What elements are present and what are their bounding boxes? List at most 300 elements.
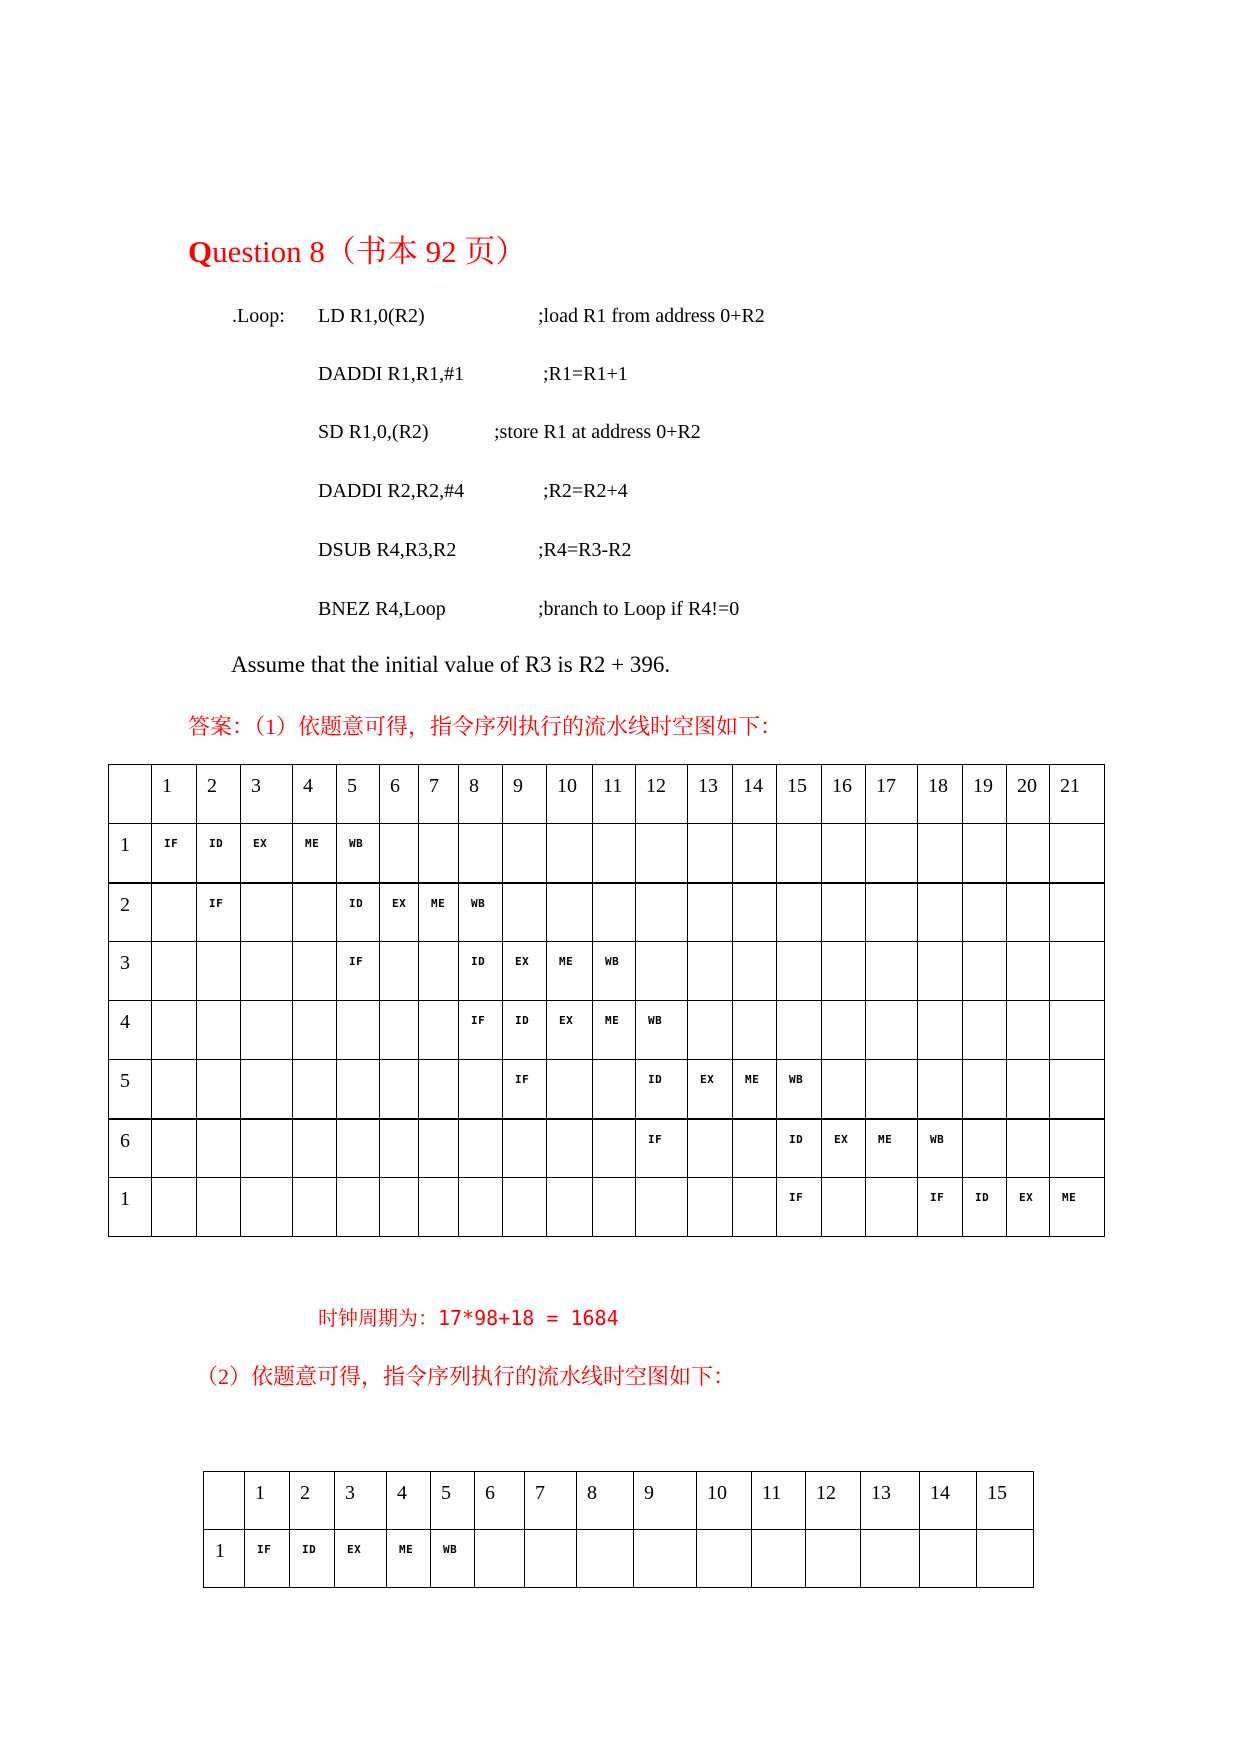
cycle-header-cell (152, 765, 197, 824)
cycle-number: 7 (429, 775, 439, 797)
stage-cell (387, 1530, 431, 1588)
stage-cell (419, 1060, 459, 1119)
stage-cell (197, 1001, 241, 1060)
stage-cell (593, 824, 636, 883)
cycle-header-cell (634, 1472, 697, 1530)
stage-cell (152, 1119, 197, 1178)
stage-cell (419, 1001, 459, 1060)
stage-cell (593, 1178, 636, 1237)
stage-cell (866, 942, 918, 1001)
stage-cell (197, 1060, 241, 1119)
stage-cell (503, 942, 547, 1001)
stage-cell (197, 824, 241, 883)
clock-cycles-text: 时钟周期为：17*98+18 = 1684 (318, 1306, 619, 1330)
stage-cell (733, 1178, 777, 1237)
stage-cell (593, 1001, 636, 1060)
stage-cell (963, 883, 1007, 942)
stage-cell (866, 1119, 918, 1178)
cycle-header-cell (963, 765, 1007, 824)
stage-cell (337, 1178, 380, 1237)
stage-cell (241, 824, 293, 883)
stage-label: ID (349, 896, 364, 910)
cycle-header-cell (525, 1472, 577, 1530)
cycle-number: 10 (557, 775, 577, 797)
stage-cell (459, 1060, 503, 1119)
stage-cell (636, 1060, 688, 1119)
stage-cell (293, 1178, 337, 1237)
code-line-5-instr: DSUB R4,R3,R2 (318, 539, 457, 561)
stage-cell (1007, 1060, 1050, 1119)
stage-cell (688, 1060, 733, 1119)
stage-cell (866, 1001, 918, 1060)
stage-cell (380, 824, 419, 883)
stage-cell (241, 1178, 293, 1237)
cycle-header-cell (920, 1472, 977, 1530)
cycle-number: 18 (928, 775, 948, 797)
stage-cell (459, 883, 503, 942)
stage-cell (688, 883, 733, 942)
stage-cell (547, 942, 593, 1001)
cycle-number: 8 (587, 1482, 597, 1504)
code-line-2-instr: DADDI R1,R1,#1 (318, 363, 465, 385)
stage-label: EX (392, 896, 407, 910)
stage-cell (861, 1530, 920, 1588)
cycle-number: 4 (397, 1482, 407, 1504)
stage-cell (866, 883, 918, 942)
stage-cell (918, 883, 963, 942)
stage-cell (1050, 1001, 1105, 1060)
stage-cell (503, 824, 547, 883)
stage-cell (733, 1119, 777, 1178)
cycle-header-cell (547, 765, 593, 824)
stage-cell (503, 1178, 547, 1237)
page-title: Question 8（书本 92 页） (188, 234, 527, 269)
stage-cell (380, 1060, 419, 1119)
cycle-number: 19 (973, 775, 993, 797)
stage-cell (822, 1178, 866, 1237)
instruction-label-cell (109, 1119, 152, 1178)
cycle-number: 2 (300, 1482, 310, 1504)
stage-cell (822, 942, 866, 1001)
stage-cell (634, 1530, 697, 1588)
stage-cell (241, 1001, 293, 1060)
stage-label: WB (789, 1073, 804, 1086)
cycle-number: 11 (762, 1482, 782, 1504)
corner-cell (204, 1472, 245, 1530)
instruction-number: 6 (120, 1129, 130, 1152)
stage-cell (419, 1178, 459, 1237)
stage-cell (152, 883, 197, 942)
cycle-number: 9 (644, 1482, 654, 1504)
stage-cell (503, 1119, 547, 1178)
stage-cell (241, 1119, 293, 1178)
table-row (109, 883, 1105, 942)
stage-cell (1050, 1060, 1105, 1119)
stage-label: IF (257, 1543, 272, 1556)
cycle-number: 14 (930, 1482, 950, 1504)
cycle-header-cell (197, 765, 241, 824)
cycle-header-cell (387, 1472, 431, 1530)
cycle-header-cell (697, 1472, 752, 1530)
stage-cell (733, 1001, 777, 1060)
stage-cell (380, 942, 419, 1001)
table-row (109, 1060, 1105, 1119)
stage-cell (918, 1119, 963, 1178)
table-row (109, 1178, 1105, 1237)
cycle-number: 8 (469, 775, 479, 797)
stage-cell (293, 1119, 337, 1178)
stage-cell (197, 883, 241, 942)
table-row (109, 1001, 1105, 1060)
cycle-number: 3 (345, 1482, 355, 1504)
table-row (109, 824, 1105, 883)
stage-cell (459, 1178, 503, 1237)
cycle-header-cell (777, 765, 822, 824)
stage-cell (963, 1178, 1007, 1237)
stage-cell (547, 1119, 593, 1178)
cycle-header-cell (822, 765, 866, 824)
code-line-1-comment: ;load R1 from address 0+R2 (538, 305, 765, 327)
stage-cell (822, 883, 866, 942)
cycle-header-cell (733, 765, 777, 824)
code-line-3-comment: ;store R1 at address 0+R2 (494, 421, 701, 443)
stage-cell (431, 1530, 475, 1588)
cycle-header-cell (977, 1472, 1034, 1530)
cycle-header-cell (245, 1472, 290, 1530)
cycle-number: 11 (603, 775, 623, 797)
stage-cell (1007, 824, 1050, 883)
stage-cell (419, 942, 459, 1001)
cycle-header-cell (1007, 765, 1050, 824)
code-line-2-comment: ;R1=R1+1 (543, 363, 628, 385)
stage-cell (241, 883, 293, 942)
instruction-number: 5 (120, 1070, 130, 1092)
stage-cell (636, 1001, 688, 1060)
pipeline-table-2 (203, 1471, 1034, 1588)
stage-cell (866, 1178, 918, 1237)
cycle-number: 5 (347, 775, 357, 797)
stage-cell (459, 942, 503, 1001)
stage-cell (197, 1119, 241, 1178)
stage-cell (593, 883, 636, 942)
stage-cell (977, 1530, 1034, 1588)
stage-label: ME (1062, 1191, 1077, 1204)
stage-cell (636, 1178, 688, 1237)
stage-label: ME (605, 1014, 620, 1027)
stage-cell (337, 1060, 380, 1119)
instruction-label-cell (109, 824, 152, 883)
stage-label: EX (834, 1132, 849, 1146)
cycle-header-cell (293, 765, 337, 824)
stage-label: ME (878, 1132, 893, 1146)
stage-cell (688, 942, 733, 1001)
stage-cell (777, 942, 822, 1001)
instruction-number: 1 (120, 1188, 130, 1210)
stage-label: ID (515, 1014, 530, 1027)
stage-label: WB (471, 896, 486, 910)
cycle-header-cell (380, 765, 419, 824)
cycle-header-cell (419, 765, 459, 824)
stage-cell (1050, 824, 1105, 883)
stage-label: IF (930, 1191, 945, 1204)
stage-cell (241, 942, 293, 1001)
cycle-header-cell (1050, 765, 1105, 824)
stage-cell (380, 1178, 419, 1237)
table-row (204, 1530, 1034, 1588)
stage-label: WB (443, 1543, 458, 1556)
stage-cell (963, 942, 1007, 1001)
instruction-label-cell (109, 883, 152, 942)
stage-label: IF (648, 1132, 663, 1146)
instruction-label-cell (204, 1530, 245, 1588)
stage-cell (335, 1530, 387, 1588)
cycle-header-cell (459, 765, 503, 824)
stage-cell (475, 1530, 525, 1588)
answer-part2-heading: （2）依题意可得，指令序列执行的流水线时空图如下： (196, 1364, 736, 1389)
stage-cell (752, 1530, 806, 1588)
stage-cell (577, 1530, 634, 1588)
stage-cell (337, 883, 380, 942)
cycle-header-cell (688, 765, 733, 824)
stage-cell (197, 942, 241, 1001)
code-line-1-instr: LD R1,0(R2) (318, 305, 425, 327)
stage-cell (963, 1060, 1007, 1119)
stage-cell (733, 1060, 777, 1119)
cycle-header-cell (918, 765, 963, 824)
table2-header-row (204, 1472, 1034, 1530)
instruction-number: 2 (120, 893, 130, 916)
stage-label: WB (349, 837, 364, 850)
cycle-header-cell (241, 765, 293, 824)
stage-cell (866, 824, 918, 883)
cycle-number: 6 (390, 775, 400, 797)
stage-cell (1050, 1178, 1105, 1237)
stage-cell (777, 1060, 822, 1119)
stage-label: ME (745, 1073, 760, 1086)
instruction-number: 3 (120, 952, 130, 974)
cycle-number: 17 (876, 775, 896, 797)
instruction-label-cell (109, 942, 152, 1001)
stage-cell (777, 1001, 822, 1060)
cycle-number: 15 (787, 775, 807, 797)
stage-cell (733, 824, 777, 883)
stage-cell (290, 1530, 335, 1588)
cycle-header-cell (475, 1472, 525, 1530)
stage-cell (337, 1119, 380, 1178)
table-row (109, 1119, 1105, 1178)
table-row (109, 942, 1105, 1001)
cycle-number: 21 (1060, 775, 1080, 797)
stage-cell (1007, 1178, 1050, 1237)
stage-cell (503, 1001, 547, 1060)
cycle-number: 12 (646, 775, 666, 797)
instruction-number: 1 (215, 1540, 225, 1562)
cycle-number: 14 (743, 775, 763, 797)
stage-cell (963, 824, 1007, 883)
stage-label: ME (431, 896, 446, 910)
cycle-header-cell (861, 1472, 920, 1530)
cycle-number: 13 (871, 1482, 891, 1504)
stage-cell (777, 883, 822, 942)
stage-cell (380, 1119, 419, 1178)
stage-cell (152, 824, 197, 883)
stage-cell (525, 1530, 577, 1588)
stage-label: WB (648, 1014, 663, 1027)
stage-cell (822, 824, 866, 883)
stage-cell (777, 824, 822, 883)
cycle-number: 20 (1017, 775, 1037, 797)
cycle-number: 1 (255, 1482, 265, 1504)
stage-label: EX (1019, 1191, 1034, 1204)
stage-label: ID (975, 1191, 990, 1204)
stage-label: IF (164, 837, 179, 850)
stage-cell (197, 1178, 241, 1237)
cycle-header-cell (866, 765, 918, 824)
stage-cell (419, 883, 459, 942)
stage-cell (293, 1001, 337, 1060)
table1-header-row (109, 765, 1105, 824)
stage-cell (419, 1119, 459, 1178)
stage-label: IF (471, 1014, 486, 1027)
stage-cell (1050, 1119, 1105, 1178)
stage-label: ID (302, 1543, 317, 1556)
stage-cell (593, 1060, 636, 1119)
stage-label: EX (347, 1543, 362, 1556)
stage-cell (547, 1001, 593, 1060)
stage-cell (1050, 883, 1105, 942)
code-line-5-comment: ;R4=R3-R2 (538, 539, 632, 561)
stage-cell (918, 942, 963, 1001)
stage-label: EX (559, 1014, 574, 1027)
cycle-number: 7 (535, 1482, 545, 1504)
cycle-number: 5 (441, 1482, 451, 1504)
stage-cell (152, 942, 197, 1001)
stage-cell (241, 1060, 293, 1119)
code-line-6-instr: BNEZ R4,Loop (318, 598, 446, 620)
cycle-number: 4 (303, 775, 313, 797)
stage-cell (503, 1060, 547, 1119)
code-line-4-comment: ;R2=R2+4 (543, 480, 628, 502)
stage-label: IF (515, 1073, 530, 1086)
stage-cell (822, 1001, 866, 1060)
stage-cell (636, 942, 688, 1001)
stage-cell (293, 1060, 337, 1119)
stage-label: WB (930, 1132, 945, 1146)
cycle-number: 3 (251, 775, 261, 797)
cycle-header-cell (290, 1472, 335, 1530)
stage-cell (822, 1060, 866, 1119)
code-line-6-comment: ;branch to Loop if R4!=0 (538, 598, 740, 620)
stage-label: IF (349, 955, 364, 968)
stage-label: ID (648, 1073, 663, 1086)
cycle-header-cell (806, 1472, 861, 1530)
stage-cell (963, 1119, 1007, 1178)
cycle-number: 10 (707, 1482, 727, 1504)
cycle-number: 1 (162, 775, 172, 797)
stage-cell (733, 942, 777, 1001)
stage-cell (547, 1178, 593, 1237)
cycle-number: 15 (987, 1482, 1007, 1504)
stage-cell (918, 1178, 963, 1237)
stage-label: EX (700, 1073, 715, 1086)
cycle-number: 12 (816, 1482, 836, 1504)
stage-label: ME (399, 1543, 414, 1556)
stage-cell (688, 1178, 733, 1237)
stage-cell (688, 1001, 733, 1060)
stage-cell (1050, 942, 1105, 1001)
stage-cell (688, 824, 733, 883)
cycle-header-cell (577, 1472, 634, 1530)
stage-label: EX (253, 837, 268, 850)
stage-cell (337, 942, 380, 1001)
cycle-header-cell (593, 765, 636, 824)
cycle-number: 6 (485, 1482, 495, 1504)
stage-cell (152, 1178, 197, 1237)
cycle-header-cell (503, 765, 547, 824)
stage-cell (688, 1119, 733, 1178)
stage-cell (918, 824, 963, 883)
stage-cell (459, 1001, 503, 1060)
stage-cell (547, 824, 593, 883)
assumption-text: Assume that the initial value of R3 is R2 + 396. (231, 652, 671, 677)
cycle-header-cell (335, 1472, 387, 1530)
stage-cell (636, 824, 688, 883)
instruction-number: 1 (120, 834, 130, 856)
stage-cell (419, 824, 459, 883)
stage-label: ID (471, 955, 486, 968)
cycle-header-cell (636, 765, 688, 824)
stage-cell (337, 1001, 380, 1060)
cycle-header-cell (431, 1472, 475, 1530)
stage-cell (697, 1530, 752, 1588)
stage-label: ID (209, 837, 224, 850)
stage-cell (963, 1001, 1007, 1060)
stage-cell (152, 1001, 197, 1060)
code-line-4-instr: DADDI R2,R2,#4 (318, 480, 465, 502)
stage-cell (866, 1060, 918, 1119)
stage-cell (636, 883, 688, 942)
stage-label: IF (789, 1191, 804, 1204)
stage-label: IF (209, 896, 224, 910)
stage-cell (459, 1119, 503, 1178)
stage-cell (918, 1060, 963, 1119)
stage-cell (1007, 942, 1050, 1001)
stage-cell (293, 942, 337, 1001)
stage-cell (547, 883, 593, 942)
stage-cell (593, 942, 636, 1001)
cycle-header-cell (752, 1472, 806, 1530)
stage-cell (459, 824, 503, 883)
stage-cell (380, 883, 419, 942)
stage-cell (152, 1060, 197, 1119)
cycle-number: 16 (832, 775, 852, 797)
stage-cell (806, 1530, 861, 1588)
stage-cell (777, 1178, 822, 1237)
stage-cell (636, 1119, 688, 1178)
code-line-3-instr: SD R1,0,(R2) (318, 421, 429, 443)
instruction-label-cell (109, 1178, 152, 1237)
stage-label: EX (515, 955, 530, 968)
stage-label: ME (305, 837, 320, 850)
stage-cell (1007, 1119, 1050, 1178)
instruction-label-cell (109, 1001, 152, 1060)
stage-cell (920, 1530, 977, 1588)
stage-cell (293, 883, 337, 942)
corner-cell (109, 765, 152, 824)
stage-cell (245, 1530, 290, 1588)
stage-cell (337, 824, 380, 883)
stage-label: ID (789, 1132, 804, 1146)
